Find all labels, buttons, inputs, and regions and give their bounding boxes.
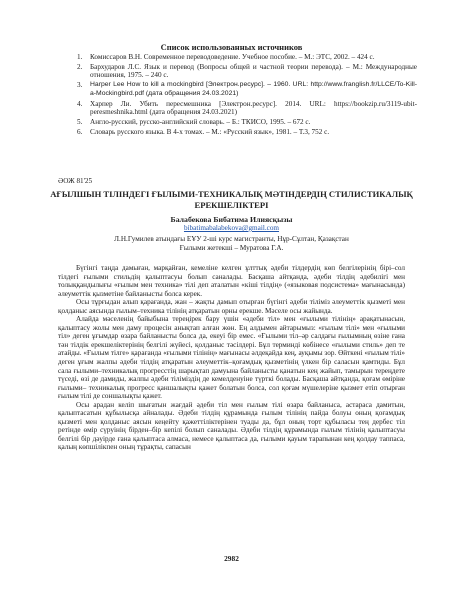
reference-item [77,63,417,80]
author-email [0,224,463,232]
reference-number: 1. [77,53,83,61]
references-title: Список использованных источников [160,42,303,52]
reference-item [77,100,417,117]
reference-item [77,81,417,98]
reference-text: Бархударов Л.С. Язык и перевод (Вопросы общей и частной теории перевода). – М.: Международные отношения, 1975. – 240 с. [90,62,417,80]
reference-text: Комиссаров В.Н. Современное переводоведение. Учебное пособие. – М.: ЭТС, 2002. – 424 с. [90,53,375,61]
reference-text: Harper Lee How to kill a mockingbird [Электрон.ресурс]. – 1960. URL: http://www.franglish.fr/LLCE/To-Kill-a-Mockingbird.pdf (дата обращения 24.03.2021) [90,81,417,97]
reference-number: 4. [77,99,83,108]
reference-number: 2. [77,62,83,71]
supervisor: Ғылыми жетекші – Муратова Г.А. [179,244,284,252]
reference-number: 5. [77,117,83,126]
body-paragraph: Осы тұрғыдан алып қарағанда, жан – жақты дамып отырған бүгінгі әдеби тіліміз әлеуметтік қызметі мен қолданыс аясында ғылым–техника тілінің атқаратын орны ерекше. Мәселе осы жайында. [58,298,405,315]
reference-text: Харпер Ли. Убить пересмешника [Электрон.ресурс]. 2014. URL: https://bookzip.ru/3119-ubit-peresmeshnika.html (дата обращения 24.03.2021) [90,99,417,117]
reference-item [77,128,417,137]
reference-text: Словарь русского языка. В 4-х томах. – М.: «Русский язык», 1981. – Т.3, 752 с. [90,127,330,136]
reference-item [77,118,417,127]
page-number: 2982 [224,554,239,563]
reference-item [77,53,417,62]
email-link[interactable]: bibatimabalabekova@gmail.com [183,224,280,232]
author-name: Балабекова Бибатима Илиясқызы [170,215,293,224]
body-paragraph: Осы арадан келіп шығатын жағдай әдеби тіл мен ғылым тілі өзара байланыса, астараса дамитын, қалыптасатын құбылысқа айналады. Әдеби тілдің құрамында ғылым тілінің пайда болуы оның қоғамдық қызметі мен қолданыс аясын кеңейту қажеттіліктерінен туады да, бұл оның торт құбыласы тең дербес тіл ретінде өмір сүруінің бірден–бір кепілі болып саналады. Әдеби тілдің құрамында ғылым тілінің қалыптасуы белгілі бір дәуірде ғана қалыптаса алмаса, немесе қалыптаса да, ғылыми қауым тарапынан кең қолдау таппаса, қалың көпшілікпен оның тұрақты, сапасын [58,400,405,452]
author-affiliation: Л.Н.Гумилев атындағы ЕҰУ 2-ші курс магистранты, Нұр-Сұлтан, Қазақстан [114,235,349,243]
udc-code: ӘОЖ 81'25 [58,177,93,185]
reference-number: 3. [77,81,83,90]
reference-text: Англо-русский, русско-английский словарь. – Б.: ТКИСО, 1995. – 672 с. [90,117,311,126]
reference-number: 6. [77,127,83,136]
article-body [58,264,405,452]
references-list [77,53,417,137]
article-title: АҒЫЛШЫН ТІЛІНДЕГІ ҒЫЛЫМИ-ТЕХНИКАЛЫҚ МӘТІНДЕРДІҢ СТИЛИСТИКАЛЫҚ ЕРЕКШЕЛІКТЕРІ [50,189,413,210]
affiliation-block [0,235,463,253]
body-paragraph: Бүгінгі таңда дамыған, марқайған, кемеліне келген ұлттық әдеби тілдердің көп белгілерінің бірі–сол тілдегі ғылыми стильдің қалыптасуы болып саналады. Басқаша айтқанда, әдеби тілдің әдебилігі мен толыққандылығы «ғылым мен техника» тілі деп аталатын «кіші тілдің» («языковая подсистема» мағынасында) әлеуметтік қызметіне байланысты болса керек. [58,264,405,298]
body-paragraph: Алайда мәселенің байыбына тереңірек бару үшін «әдеби тіл» мен «ғылыми тілінің» арақатынасын, қалыптасу жолы мен даму процесін анықтап алған жөн. Ең алдымен айтарымыз: «ғылым тілі» мен «ғылыми тіл» деген ұғымдар өзара байланысты болса да, екеуі бір емес. «Ғылыми тіл–әр салдағы ғылымның өзіне ғана тән тілдік ерекшеліктерінің белгілі жүйесі, қолданыс тәсілдері. Бұл терминді көбінесе «ғылыми стиль» деп те атайды. «Ғылым тілге» қарағанда «ғылыми тілінің» мағынасы әлдеқайда кең, ауқымы зор. Өйткені «ғылым тілі» деген ұғым жалпы әдеби тілдің атқаратын әлеуметтік–қоғамдық қызметінің үлкен бір саласын қамтиды. Бұл сала ғылыми–техникалық прогресстің шарықтап дамуына байланысты қанатын кең жайып, тамырын тереңдете түседі, өзі де дамиды, жалпы әдеби тіліміздің де кемелденуіне түрткі болады. Басқаша айтқанда, қоғам өміріне ғылыми– техникалық прогресс қаншалықты қажет болатын болса, сол қоғам мүшелеріне қызмет етіп отырған ғылым тілі де соншалықты қажет. [58,315,405,401]
